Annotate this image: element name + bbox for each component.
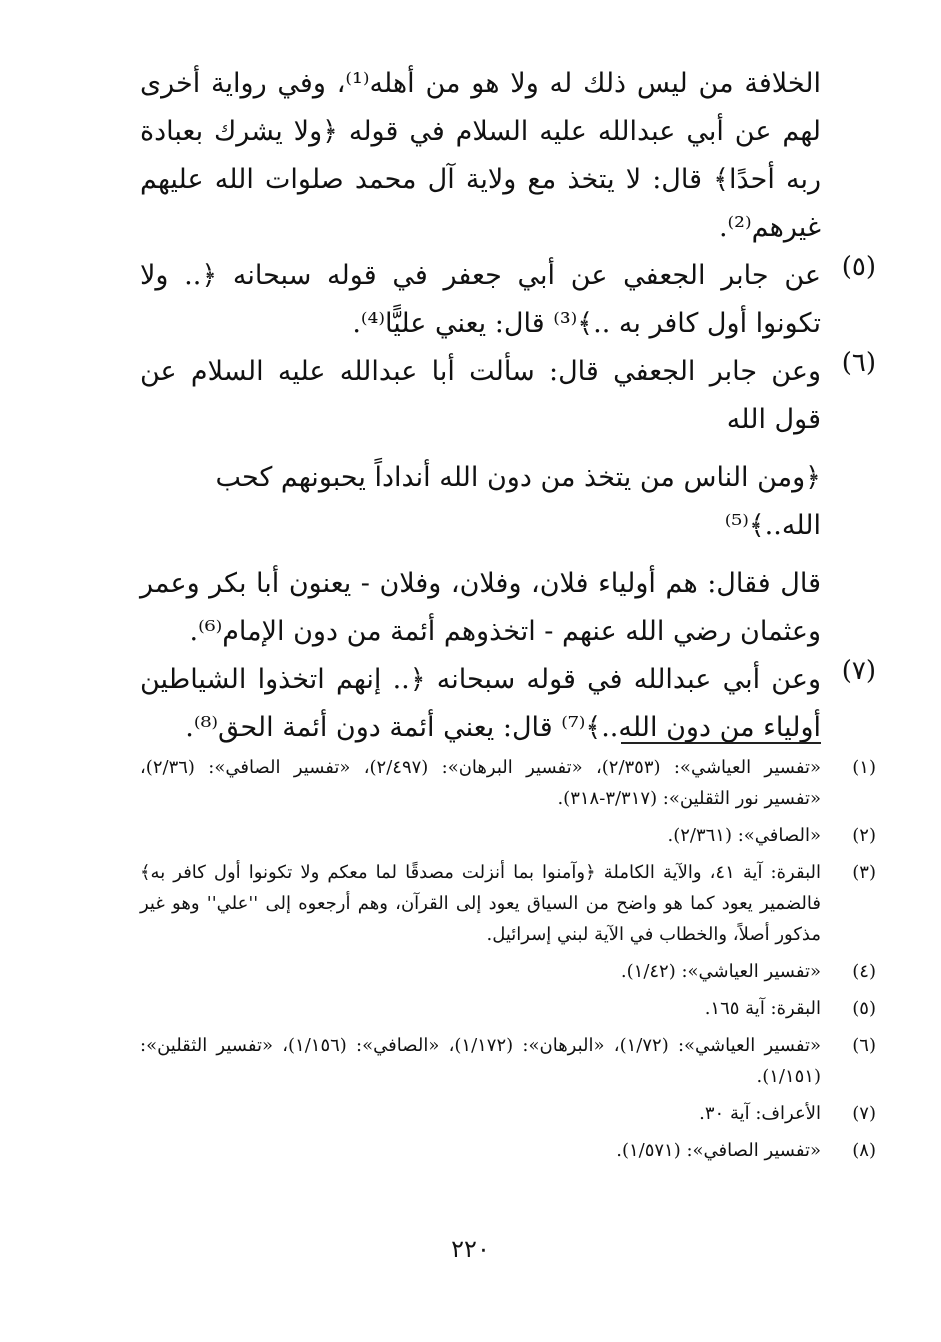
- footnote-text: الأعراف: آية ٣٠.: [699, 1103, 821, 1124]
- footnote: [140, 956, 876, 987]
- footnote: [140, 1030, 876, 1092]
- item-text: عن جابر الجعفي عن أبي جعفر في قوله سبحانه ﴿.. ولا تكونوا أول كافر به ..﴾⁽³⁾ قال: يعني عليًّا⁽⁴⁾.: [140, 260, 821, 339]
- footnote-divider: [621, 742, 821, 744]
- footnote-number: (٨): [852, 1140, 876, 1161]
- footnote-number: (٣): [852, 862, 876, 883]
- quran-quote: ﴿ومن الناس من يتخذ من دون الله أنداداً يحبونهم كحب الله..﴾⁽⁵⁾: [215, 462, 821, 541]
- footnote-text: البقرة: آية ١٦٥.: [704, 998, 821, 1019]
- footnote-text: «تفسير العياشي»: (٢/٣٥٣)، «تفسير البرهان»: (٢/٤٩٧)، «تفسير الصافي»: (٢/٣٦)، «تفسير نور الثقلين»: (٣/٣١٧-٣١٨).: [140, 757, 821, 809]
- footnote-text: «تفسير الصافي»: (١/٥٧١).: [616, 1140, 821, 1161]
- item-number: (٦): [841, 348, 876, 378]
- footnote: [140, 993, 876, 1024]
- footnote-number: (٤): [852, 961, 876, 982]
- footnote: [140, 1098, 876, 1129]
- page-number: ٢٢٠: [451, 1235, 490, 1263]
- footnote-text: «تفسير العياشي»: (١/٧٢)، «البرهان»: (١/١٧٢)، «الصافي»: (١/١٥٦)، «تفسير الثقلين»: (١/١٥١).: [140, 1035, 821, 1087]
- item-number: (٥): [841, 252, 876, 282]
- footnote-number: (٥): [852, 998, 876, 1019]
- footnote: [140, 857, 876, 950]
- footnote-text: البقرة: آية ٤١، والآية الكاملة ﴿وآمنوا بما أنزلت مصدقًا لما معكم ولا تكونوا أول كافر به﴾ فالضمير يعود كما هو واضح من السياق يعود إلى القرآن، وهم أرجعوه إلى ''علي'' وهو غير مذكور أصلاً، والخطاب في الآية لبني إسرائيل.: [140, 862, 821, 945]
- footnote: [140, 1135, 876, 1166]
- footnote-number: (٢): [852, 825, 876, 846]
- numbered-item-7: [140, 656, 876, 752]
- footnote-number: (١): [852, 757, 876, 778]
- footnote-text: «تفسير العياشي»: (١/٤٢).: [620, 961, 821, 982]
- item-text: وعن جابر الجعفي قال: سألت أبا عبدالله عليه السلام عن قول الله: [140, 356, 821, 435]
- footnote-text: «الصافي»: (٢/٣٦١).: [667, 825, 821, 846]
- footnote-number: (٦): [852, 1035, 876, 1056]
- numbered-item-6: [140, 348, 876, 656]
- footnotes: [140, 752, 876, 1172]
- item-text-continued: قال فقال: هم أولياء فلان، وفلان، وفلان - يعنون أبا بكر وعمر وعثمان رضي الله عنهم - اتخذوهم أئمة من دون الإمام⁽⁶⁾.: [140, 568, 821, 647]
- footnote-number: (٧): [852, 1103, 876, 1124]
- footnote: [140, 820, 876, 851]
- numbered-item-5: [140, 252, 876, 348]
- item-text: وعن أبي عبدالله في قوله سبحانه ﴿.. إنهم اتخذوا الشياطين أولياء من دون الله..﴾⁽⁷⁾ قال: يعني أئمة دون أئمة الحق⁽⁸⁾.: [140, 664, 821, 743]
- footnote: [140, 752, 876, 814]
- item-number: (٧): [841, 656, 876, 686]
- main-text: [140, 60, 876, 752]
- intro-paragraph: الخلافة من ليس ذلك له ولا هو من أهله⁽¹⁾، وفي رواية أخرى لهم عن أبي عبدالله عليه السلام في قوله ﴿ولا يشرك بعبادة ربه أحدًا﴾ قال: لا يتخذ مع ولاية آل محمد صلوات الله عليهم غيرهم⁽²⁾.: [140, 68, 821, 243]
